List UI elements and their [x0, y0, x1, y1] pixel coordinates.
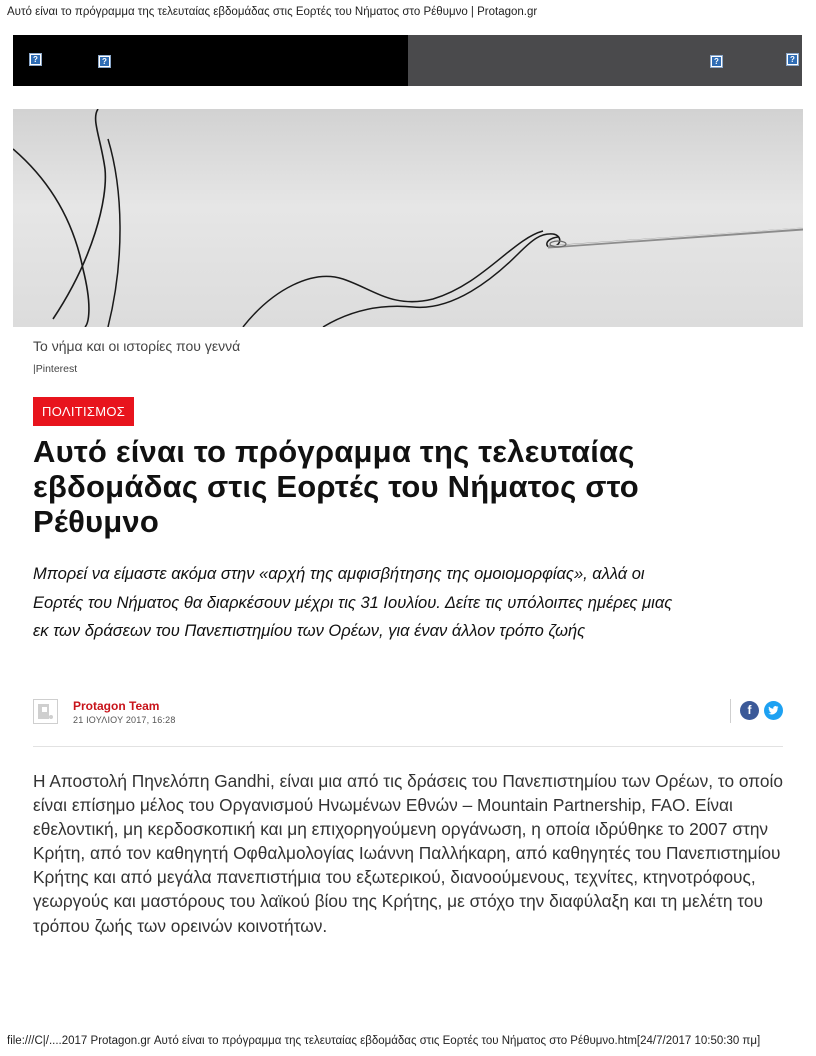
- image-credit: |Pinterest: [33, 363, 78, 375]
- broken-image-icon[interactable]: ?: [710, 55, 723, 68]
- author-name[interactable]: Protagon Team: [73, 699, 160, 713]
- author-avatar[interactable]: [33, 699, 58, 724]
- body-paragraph: Η Αποστολή Πηνελόπη Gandhi, είναι μια από τις δράσεις του Πανεπιστημίου των Ορέων, το οποίο είναι επίσημο μέλος του Οργανισμού Ηνωμένων Εθνών – Mountain Partnership, FAO. Είναι εθελοντική, μη κερδοσκοπική και μη επιχορηγούμενη οργάνωση, η οποία ιδρύθηκε το 2007 στην Κρήτη, από τον καθηγητή Οφθαλμολογίας Ιωάννη Παλλήκαρη, από καθηγητές του Πανεπιστημίου Κρήτης και από μεγάλα πανεπιστήμια του εξωτερικού, διανοούμενους, τεχνίτες, κτηνοτρόφους, γεωργούς και μαστόρους του λαϊκού βίου της Κρήτης, με στόχο την διαφύλαξη και τη μελέτη του τρόπου ζωής των ορεινών κοινοτήτων.: [33, 771, 783, 936]
- article-body: [33, 769, 793, 938]
- publish-date: 21 ΙΟΥΛΙΟΥ 2017, 16:28: [73, 715, 176, 725]
- byline: [33, 697, 783, 747]
- byline-divider: [33, 746, 783, 747]
- category-badge[interactable]: ΠΟΛΙΤΙΣΜΟΣ: [33, 397, 134, 426]
- broken-image-icon[interactable]: ?: [98, 55, 111, 68]
- print-footer: file:///C|/....2017 Protagon.gr Αυτό είναι το πρόγραμμα της τελευταίας εβδομάδας στις Εορτές του Νήματος στο Ρέθυμνο.htm[24/7/2017 10:50:30 πμ]: [7, 1035, 761, 1047]
- share-divider: [730, 699, 731, 723]
- broken-image-icon[interactable]: ?: [786, 53, 799, 66]
- twitter-bird-icon: [764, 701, 783, 720]
- hero-image: [13, 109, 803, 327]
- article-title: Αυτό είναι το πρόγραμμα της τελευταίας εβδομάδας στις Εορτές του Νήματος στο Ρέθυμνο: [33, 434, 639, 539]
- twitter-share-icon[interactable]: [764, 701, 783, 720]
- print-header: Αυτό είναι το πρόγραμμα της τελευταίας εβδομάδας στις Εορτές του Νήματος στο Ρέθυμνο | Protagon.gr: [7, 6, 538, 18]
- protagon-logo-icon: [34, 700, 57, 723]
- image-caption: Το νήμα και οι ιστορίες που γεννά: [33, 338, 241, 354]
- top-navigation-bar-right: [408, 35, 802, 86]
- needle-and-thread-illustration: [13, 109, 803, 327]
- broken-image-icon[interactable]: ?: [29, 53, 42, 66]
- article-lead: Μπορεί να είμαστε ακόμα στην «αρχή της αμφισβήτησης της ομοιομορφίας», αλλά οι Εορτές του Νήματος θα διαρκέσουν μέχρι τις 31 Ιουλίου. Δείτε τις υπόλοιπες ημέρες μιας εκ των δράσεων του Πανεπιστημίου των Ορέων, για έναν άλλον τρόπο ζωής: [33, 565, 673, 640]
- facebook-share-icon[interactable]: f: [740, 701, 759, 720]
